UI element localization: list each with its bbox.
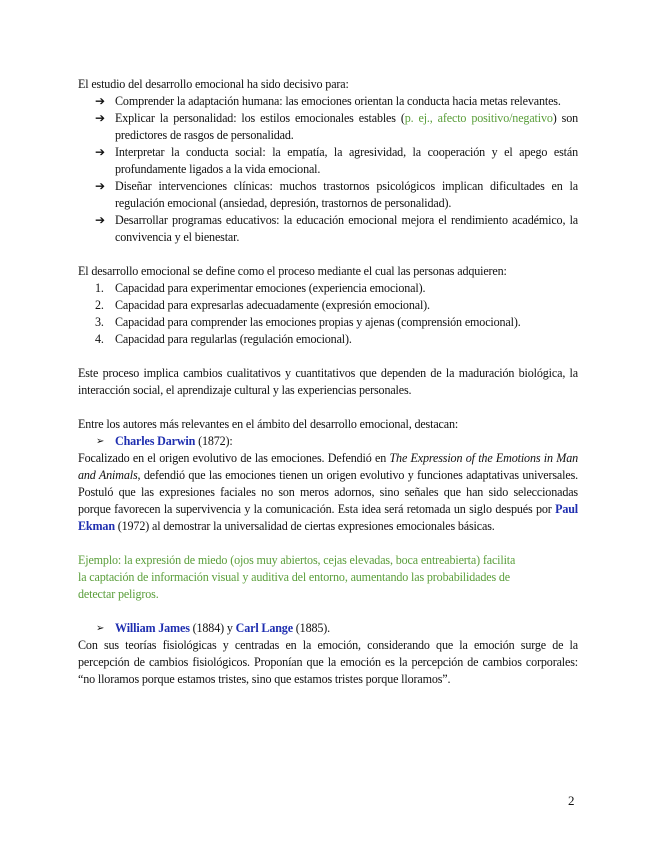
- example-note: p. ej., afecto positivo/negativo: [404, 111, 553, 125]
- page-number: 2: [568, 793, 575, 808]
- list-item: 2. Capacidad para expresarlas adecuadamente (expresión emocional).: [95, 298, 430, 312]
- spacer: [78, 246, 578, 263]
- spacer: [78, 603, 578, 620]
- process-paragraph: Este proceso implica cambios cualitativos y cuantitativos que dependen de la maduración biológica, la interacción social, el aprendizaje cultural y las experiencias personales.: [78, 366, 578, 397]
- list-item: ➔ Comprender la adaptación humana: las emociones orientan la conducta hacia metas relevantes.: [95, 94, 561, 108]
- list-item: ➔ Diseñar intervenciones clínicas: muchos trastornos psicológicos implican dificultades en la regulación emocional (ansiedad, depresión, trastornos de personalidad).: [95, 179, 578, 210]
- author-year: (1872):: [195, 434, 233, 448]
- darwin-paragraph: Focalizado en el origen evolutivo de las emociones. Defendió en The Expression of the Emotions in Man and Animals, defendió que las emociones tienen un origen evolutivo y funciones adaptativas universales. Postuló que las expresiones faciales no son meros adornos, sino señales que han sido seleccionadas porque favorecen la supervivencia y la comunicación. Esta idea será retomada un siglo después por Paul Ekman (1972) al demostrar la universalidad de ciertas expresiones emocionales básicas.: [78, 451, 578, 533]
- arrow-icon: ➔: [95, 111, 105, 125]
- definition-lead: El desarrollo emocional se define como el proceso mediante el cual las personas adquieren:: [78, 264, 507, 278]
- example-block: Ejemplo: la expresión de miedo (ojos muy abiertos, cejas elevadas, boca entreabierta) facilita la captación de información visual y auditiva del entorno, aumentando las probabilidades de detectar peligros.: [78, 553, 516, 601]
- list-item: 4. Capacidad para regularlas (regulación emocional).: [95, 332, 352, 346]
- list-item: ➔ Interpretar la conducta social: la empatía, la agresividad, la cooperación y el apego están profundamente ligados a la vida emocional.: [95, 145, 578, 176]
- spacer: [78, 348, 578, 365]
- arrow-icon: ➔: [95, 213, 105, 227]
- author-heading-james-lange: ➢ William James (1884) y Carl Lange (1885).: [96, 621, 331, 635]
- author-name: Paul Ekman: [78, 502, 578, 533]
- authors-lead: Entre los autores más relevantes en el ámbito del desarrollo emocional, destacan:: [78, 417, 459, 431]
- arrow-icon: ➔: [95, 179, 105, 193]
- arrowhead-icon: ➢: [96, 623, 105, 634]
- list-item: 1. Capacidad para experimentar emociones (experiencia emocional).: [95, 281, 426, 295]
- arrow-icon: ➔: [95, 94, 105, 108]
- author-name: Charles Darwin: [115, 434, 196, 448]
- list-item: 3. Capacidad para comprender las emociones propias y ajenas (comprensión emocional).: [95, 315, 521, 329]
- author-name: William James: [115, 621, 190, 635]
- author-heading-darwin: [78, 433, 578, 450]
- intro-list: [78, 93, 578, 246]
- author-name: Carl Lange: [235, 621, 293, 635]
- james-lange-paragraph: Con sus teorías fisiológicas y centradas en la emoción, considerando que la emoción surge de la percepción de cambios fisiológicos. Proponían que la emoción es la percepción de cambios corporales: “no lloramos porque estamos tristes, sino que estamos tristes porque lloramos”.: [78, 638, 578, 686]
- list-item: ➔ Explicar la personalidad: los estilos emocionales estables (p. ej., afecto positivo/negativo) son predictores de rasgos de personalidad.: [95, 111, 578, 142]
- arrowhead-icon: ➢: [96, 436, 105, 447]
- spacer: [78, 399, 578, 416]
- list-item: ➔ Desarrollar programas educativos: la educación emocional mejora el rendimiento académico, la convivencia y el bienestar.: [95, 213, 578, 244]
- book-title: The Expression of the Emotions in Man and Animals: [78, 451, 578, 482]
- definition-list: [78, 280, 578, 348]
- intro-lead: El estudio del desarrollo emocional ha sido decisivo para:: [78, 77, 349, 91]
- spacer: [78, 535, 578, 552]
- arrow-icon: ➔: [95, 145, 105, 159]
- document-page: [78, 76, 578, 688]
